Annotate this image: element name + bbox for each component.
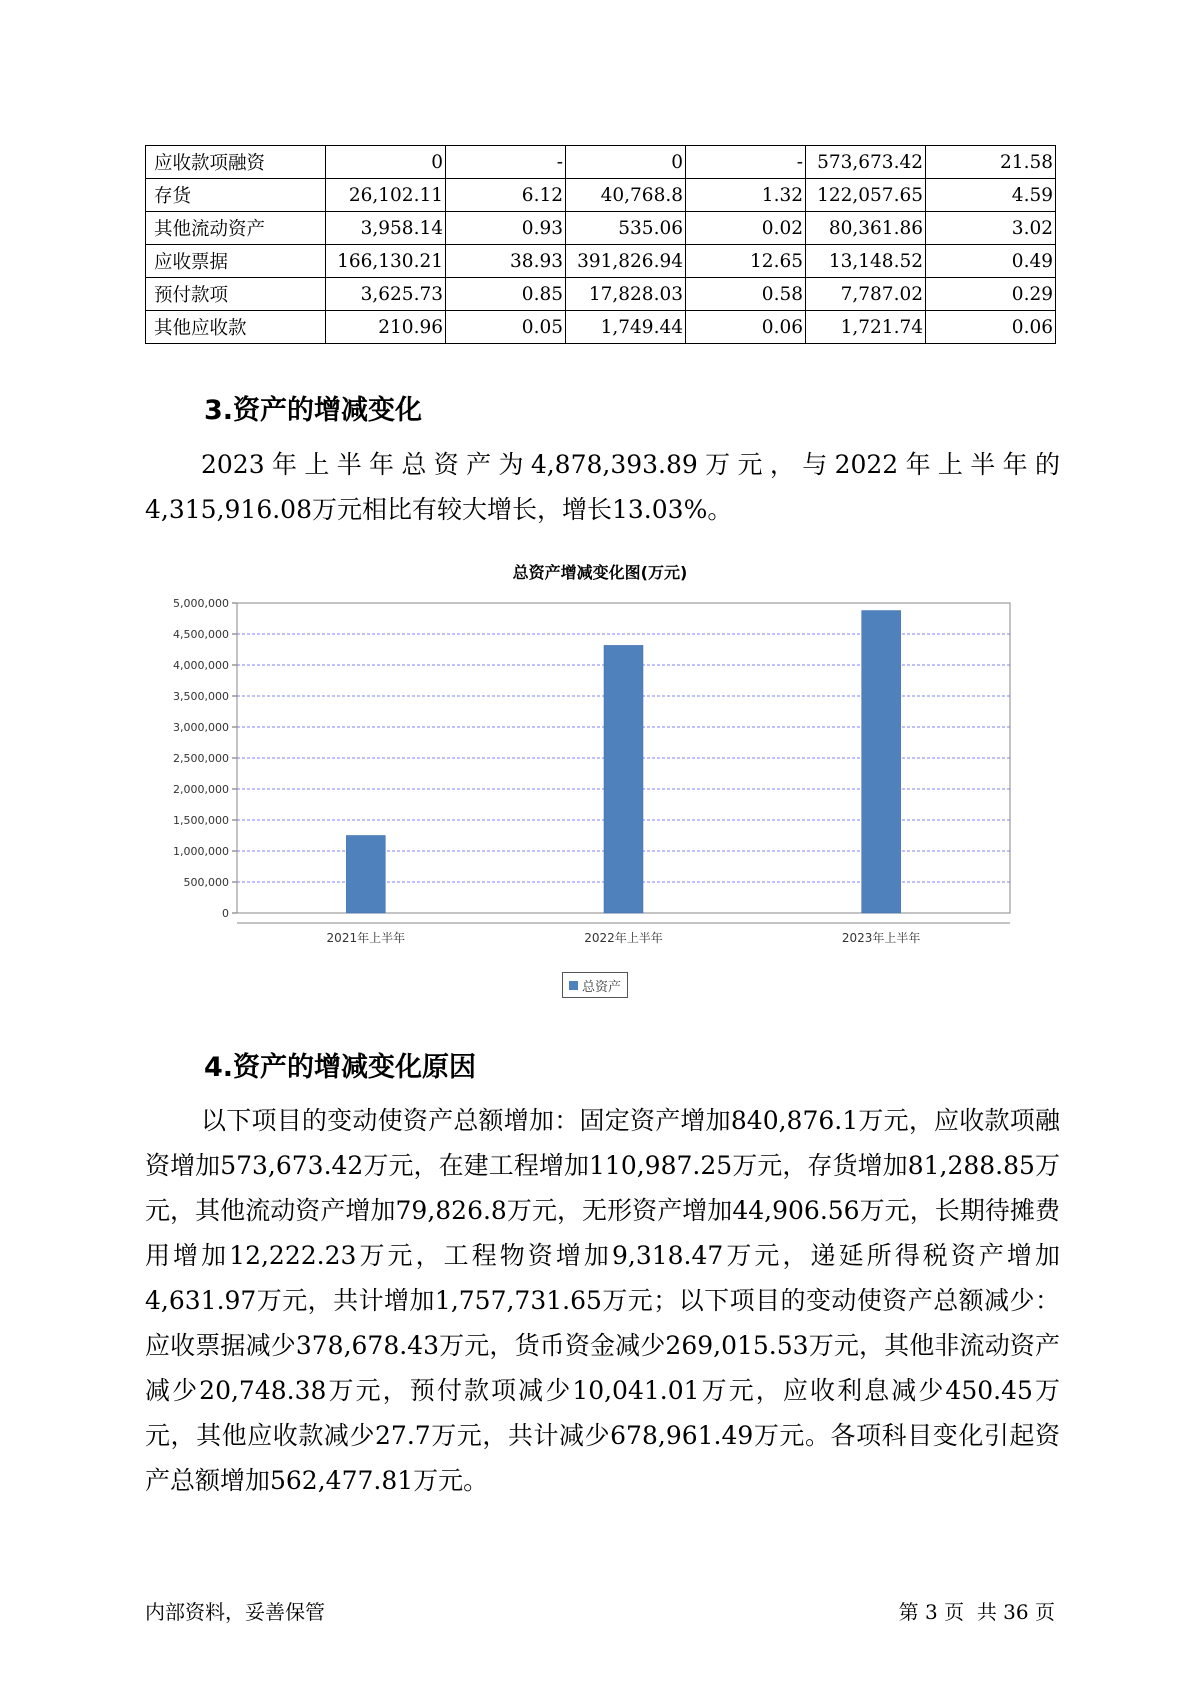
- row-label-cell: 其他应收款: [146, 311, 326, 344]
- value-cell: 122,057.65: [806, 179, 926, 212]
- value-cell: 0: [326, 146, 446, 179]
- y-tick-label: 0: [222, 907, 229, 920]
- y-tick-label: 1,000,000: [173, 845, 229, 858]
- table-row: [146, 278, 1056, 311]
- value-cell: 17,828.03: [566, 278, 686, 311]
- value-cell: 4.59: [926, 179, 1056, 212]
- value-cell: 40,768.8: [566, 179, 686, 212]
- bar: [862, 611, 901, 913]
- y-tick-label: 4,000,000: [173, 659, 229, 672]
- y-tick-label: 2,500,000: [173, 752, 229, 765]
- value-cell: 166,130.21: [326, 245, 446, 278]
- row-label-cell: 其他流动资产: [146, 212, 326, 245]
- value-cell: 573,673.42: [806, 146, 926, 179]
- chart-legend: [562, 972, 628, 998]
- chart-title: 总资产增减变化图(万元): [512, 563, 688, 582]
- value-cell: 0: [566, 146, 686, 179]
- value-cell: 535.06: [566, 212, 686, 245]
- asset-table: [145, 145, 1056, 344]
- section-3-heading: 3.资产的增减变化: [204, 395, 423, 426]
- table-row: [146, 146, 1056, 179]
- x-tick-label: 2023年上半年: [841, 931, 921, 945]
- bar: [604, 645, 643, 913]
- table-row: [146, 212, 1056, 245]
- x-tick-label: 2022年上半年: [584, 931, 663, 945]
- row-label-cell: 预付款项: [146, 278, 326, 311]
- value-cell: 1,721.74: [806, 311, 926, 344]
- value-cell: 7,787.02: [806, 278, 926, 311]
- value-cell: 0.06: [926, 311, 1056, 344]
- section-3-paragraph: 2023年上半年总资产为4,878,393.89万元，与2022年上半年的4,315,916.08万元相比有较大增长，增长13.03%。: [145, 450, 1060, 524]
- y-tick-label: 3,000,000: [173, 721, 229, 734]
- value-cell: 21.58: [926, 146, 1056, 179]
- value-cell: 12.65: [686, 245, 806, 278]
- value-cell: 13,148.52: [806, 245, 926, 278]
- value-cell: 3,625.73: [326, 278, 446, 311]
- y-tick-label: 5,000,000: [173, 597, 229, 610]
- footer-confidential: 内部资料，妥善保管: [145, 1600, 325, 1624]
- value-cell: 3,958.14: [326, 212, 446, 245]
- y-tick-label: 2,000,000: [173, 783, 229, 796]
- value-cell: 0.93: [446, 212, 566, 245]
- value-cell: 0.58: [686, 278, 806, 311]
- table-row: [146, 245, 1056, 278]
- value-cell: 6.12: [446, 179, 566, 212]
- value-cell: 0.85: [446, 278, 566, 311]
- y-tick-label: 4,500,000: [173, 628, 229, 641]
- legend-label: 总资产: [582, 979, 622, 995]
- value-cell: 1.32: [686, 179, 806, 212]
- value-cell: 0.49: [926, 245, 1056, 278]
- x-tick-label: 2021年上半年: [326, 931, 406, 945]
- value-cell: 26,102.11: [326, 179, 446, 212]
- value-cell: 0.29: [926, 278, 1056, 311]
- value-cell: -: [686, 146, 806, 179]
- value-cell: 210.96: [326, 311, 446, 344]
- value-cell: 1,749.44: [566, 311, 686, 344]
- table-row: [146, 179, 1056, 212]
- row-label-cell: 存货: [146, 179, 326, 212]
- value-cell: 0.05: [446, 311, 566, 344]
- value-cell: 0.06: [686, 311, 806, 344]
- value-cell: -: [446, 146, 566, 179]
- value-cell: 0.02: [686, 212, 806, 245]
- value-cell: 80,361.86: [806, 212, 926, 245]
- section-4-heading: 4.资产的增减变化原因: [204, 1052, 477, 1083]
- legend-swatch: [569, 981, 578, 990]
- row-label-cell: 应收款项融资: [146, 146, 326, 179]
- row-label-cell: 应收票据: [146, 245, 326, 278]
- value-cell: 38.93: [446, 245, 566, 278]
- y-tick-label: 1,500,000: [173, 814, 229, 827]
- bar: [346, 836, 385, 914]
- total-assets-chart: [150, 550, 1050, 1020]
- value-cell: 3.02: [926, 212, 1056, 245]
- y-tick-label: 3,500,000: [173, 690, 229, 703]
- y-tick-label: 500,000: [183, 876, 229, 889]
- table-row: [146, 311, 1056, 344]
- footer-page-number: 第 3 页 共 36 页: [898, 1600, 1055, 1624]
- chart-canvas: [150, 550, 1050, 1020]
- asset-table-body: [146, 146, 1056, 344]
- section-4-paragraph: 以下项目的变动使资产总额增加：固定资产增加840,876.1万元，应收款项融资增加573,673.42万元，在建工程增加110,987.25万元，存货增加81,288.85万元，其他流动资产增加79,826.8万元，无形资产增加44,906.56万元，长期待摊费用增加12,222.23万元，工程物资增加9,318.47万元，递延所得税资产增加4,631.97万元，共计增加1,757,731.65万元；以下项目的变动使资产总额减少：应收票据减少378,678.43万元，货币资金减少269,015.53万元，其他非流动资产减少20,748.38万元，预付款项减少10,041.01万元，应收利息减少450.45万元，其他应收款减少27.7万元，共计减少678,961.49万元。各项科目变化引起资产总额增加562,477.81万元。: [145, 1106, 1060, 1495]
- value-cell: 391,826.94: [566, 245, 686, 278]
